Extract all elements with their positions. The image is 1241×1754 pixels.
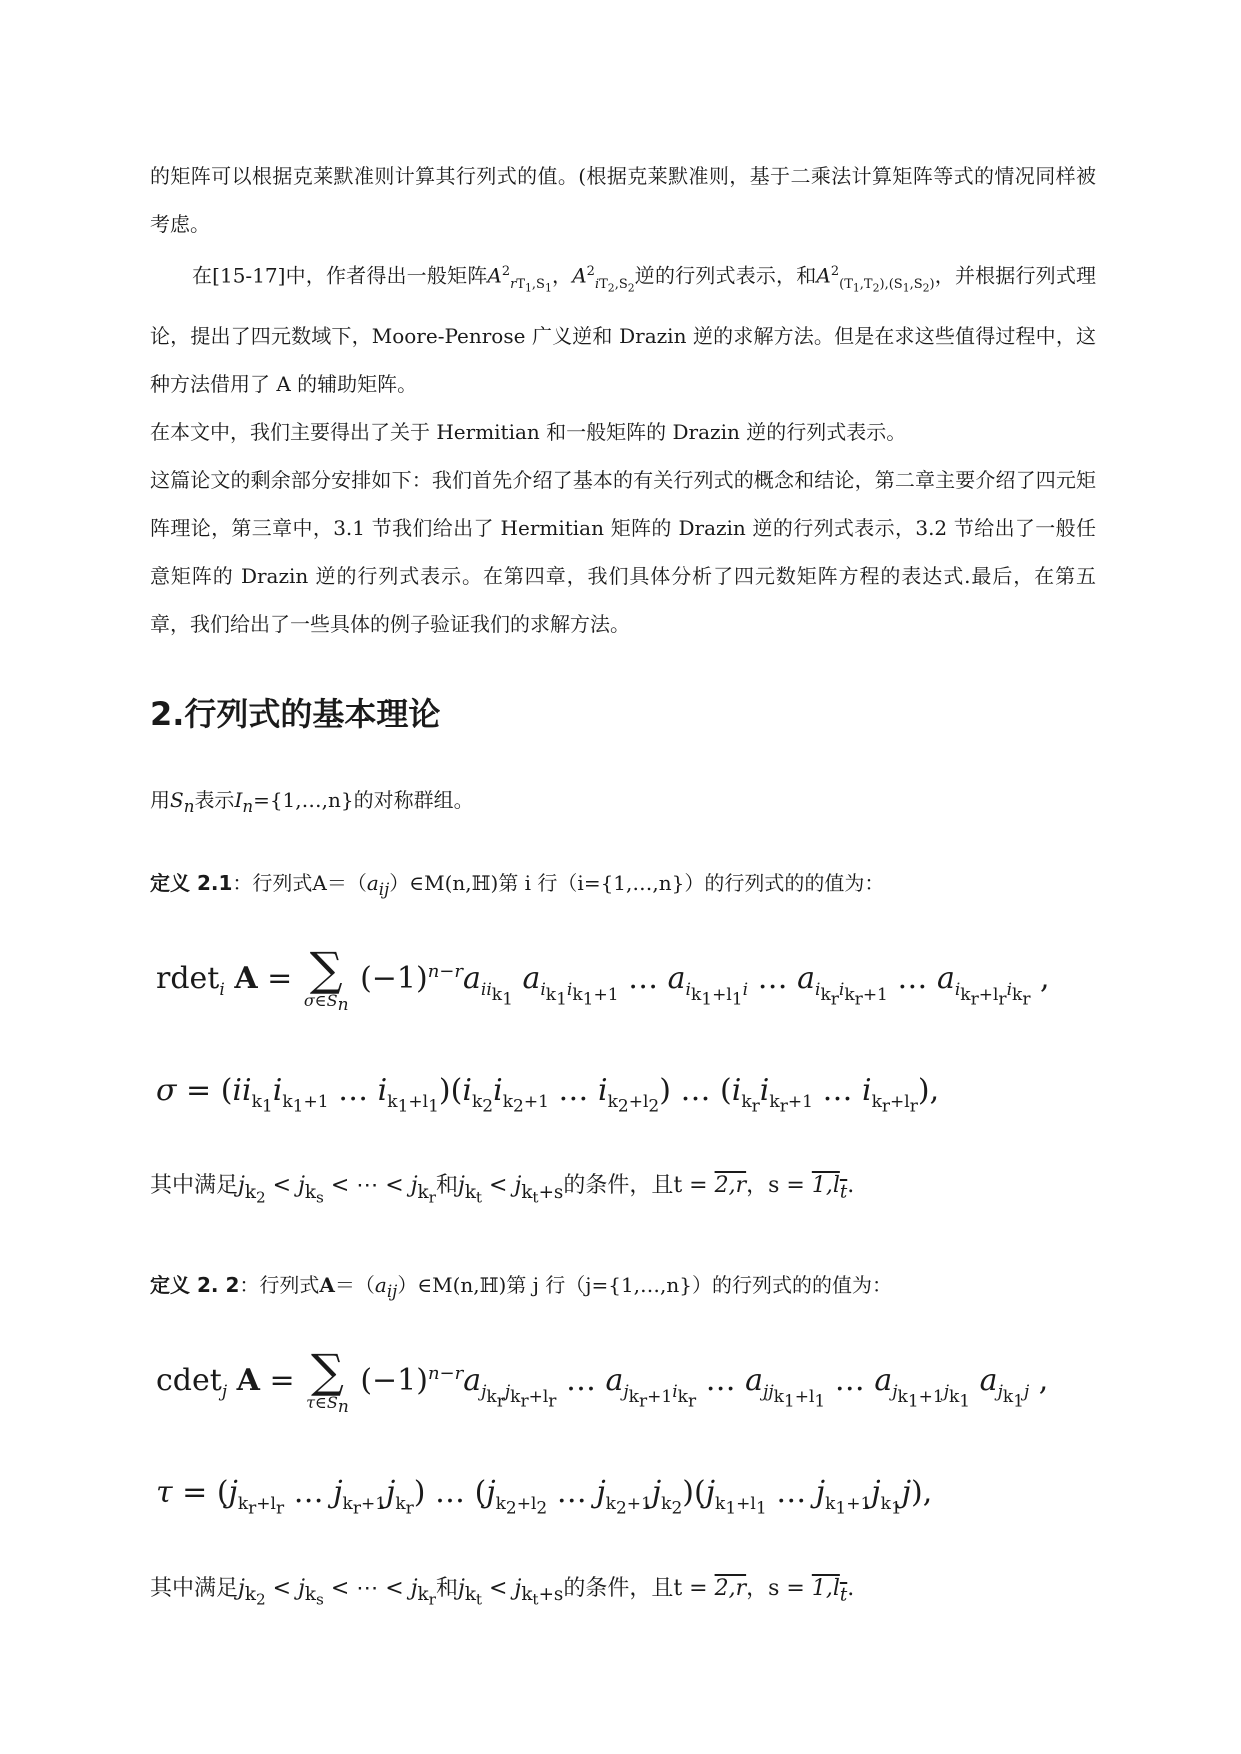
condition-sentence-1: 其中满足$j_{k_2} < j_{k_s}$ < ⋯ < $j_{k_r}$和$j_{k_t} < j_{k_t+s}$的条件，且t = 2,r，$s = 1,l_t$. [150, 1173, 855, 1207]
condition-sentence-2: 其中满足$j_{k_2} < j_{k_s}$ < ⋯ < $j_{k_r}$和$j_{k_t} < j_{k_t+s}$的条件，且t = 2,r，$s = 1,l_t$. [150, 1575, 855, 1609]
definition-label: 定义 2. 2 [150, 1273, 240, 1298]
intro-paragraph-1: 的矩阵可以根据克莱默准则计算其行列式的值。(根据克莱默准则，基于二乘法计算矩阵等式的情况同样被考虑。 [150, 164, 1096, 236]
tau-formula: $\tau = (j_{k_r+l_r}$ … $j_{k_r+1}j_{k_r}$) … ($j_{k_2+l_2}$ … $j_{k_2+1}j_{k_2})(j_{k_1+l_1}$ … $j_{k_1+1}j_{k_1}j$), [156, 1475, 933, 1519]
sum-symbol: ∑ $\sigma\in S_n$ [303, 942, 349, 1016]
intro-paragraph-4: 这篇论文的剩余部分安排如下：我们首先介绍了基本的有关行列式的概念和结论，第二章主要介绍了四元矩阵理论，第三章中，3.1 节我们给出了 Hermitian 矩阵的 Drazin 逆的行列式表示，3.2 节给出了一般任意矩阵的 Drazin 逆的行列式表示。在第四章，我们具体分析了四元数矩阵方程的表达式.最后，在第五章，我们给出了一些具体的例子验证我们的求解方法。 [150, 468, 1096, 637]
intro-paragraph-2: 在[15-17]中，作者得出一般矩阵$A^2_{rT_1,S_1}$，$A^2_{iT_2,S_2}$逆的行列式表示，和$A^2_{(T_1,T_2),(S_1,S_2)}$，并根据行列式理论，提出了四元数域下，Moore-Penrose 广义逆和 Drazin 逆的求解方法。但是在求这些值得过程中，这种方法借用了 A 的辅助矩阵。 [150, 263, 1097, 397]
intro-paragraph-3: 在本文中，我们主要得出了关于 Hermitian 和一般矩阵的 Drazin 逆的行列式表示。 [150, 420, 907, 445]
sigma-formula: $\sigma = (ii_{k_1}i_{k_1+1}$ … $i_{k_1+l_1})(i_{k_2}i_{k_2+1}$ … $i_{k_2+l_2}$) … ($i_{k_r}i_{k_r+1}$ … $i_{k_r+l_r}$), [156, 1073, 940, 1117]
cdet-formula: cdet$_j$ A = ∑ $\tau\in S_n$ $(-1)^{n-r}a_{j_{k_r}j_{k_r+l_r}}$ … $a_{j_{k_r+1}i_{k_r}}$ … $a_{jj_{k_1+l_1}}$ … $a_{j_{k_1+1}j_{k_1}}$ $a_{j_{k_1}j}$ , [156, 1344, 1049, 1418]
rdet-formula: rdet$_i$ A = ∑ $\sigma\in S_n$ $(-1)^{n-r}a_{ii_{k_1}}$ $a_{i_{k_1}i_{k_1+1}}$ … $a_{i_{k_1+l_1}i}$ … $a_{i_{k_r}i_{k_r+1}}$ … $a_{i_{k_r+l_r}i_{k_r}}$ , [156, 942, 1050, 1016]
document-page [150, 152, 1096, 1620]
definition-2-2 [150, 1265, 1096, 1312]
symmetric-group-sentence: 用$S_n$表示$I_n=\{1,\dots,n\}$的对称群组。 [150, 788, 474, 817]
definition-2-1 [150, 863, 1096, 910]
definition-label: 定义 2.1 [150, 871, 233, 896]
definition-text: ：行列式$A=(a_{ij})\in M(n,ℍ)$第 i 行（i={1,…,n}）的行列式的的值为： [232, 871, 885, 900]
sum-symbol: ∑ $\tau\in S_n$ [306, 1344, 349, 1418]
section-heading: 2.行列式的基本理论 [150, 695, 441, 734]
definition-text: ：行列式$A=(a_{ij})\in M(n,ℍ)$第 j 行（j={1,…,n}）的行列式的的值为： [239, 1273, 892, 1302]
